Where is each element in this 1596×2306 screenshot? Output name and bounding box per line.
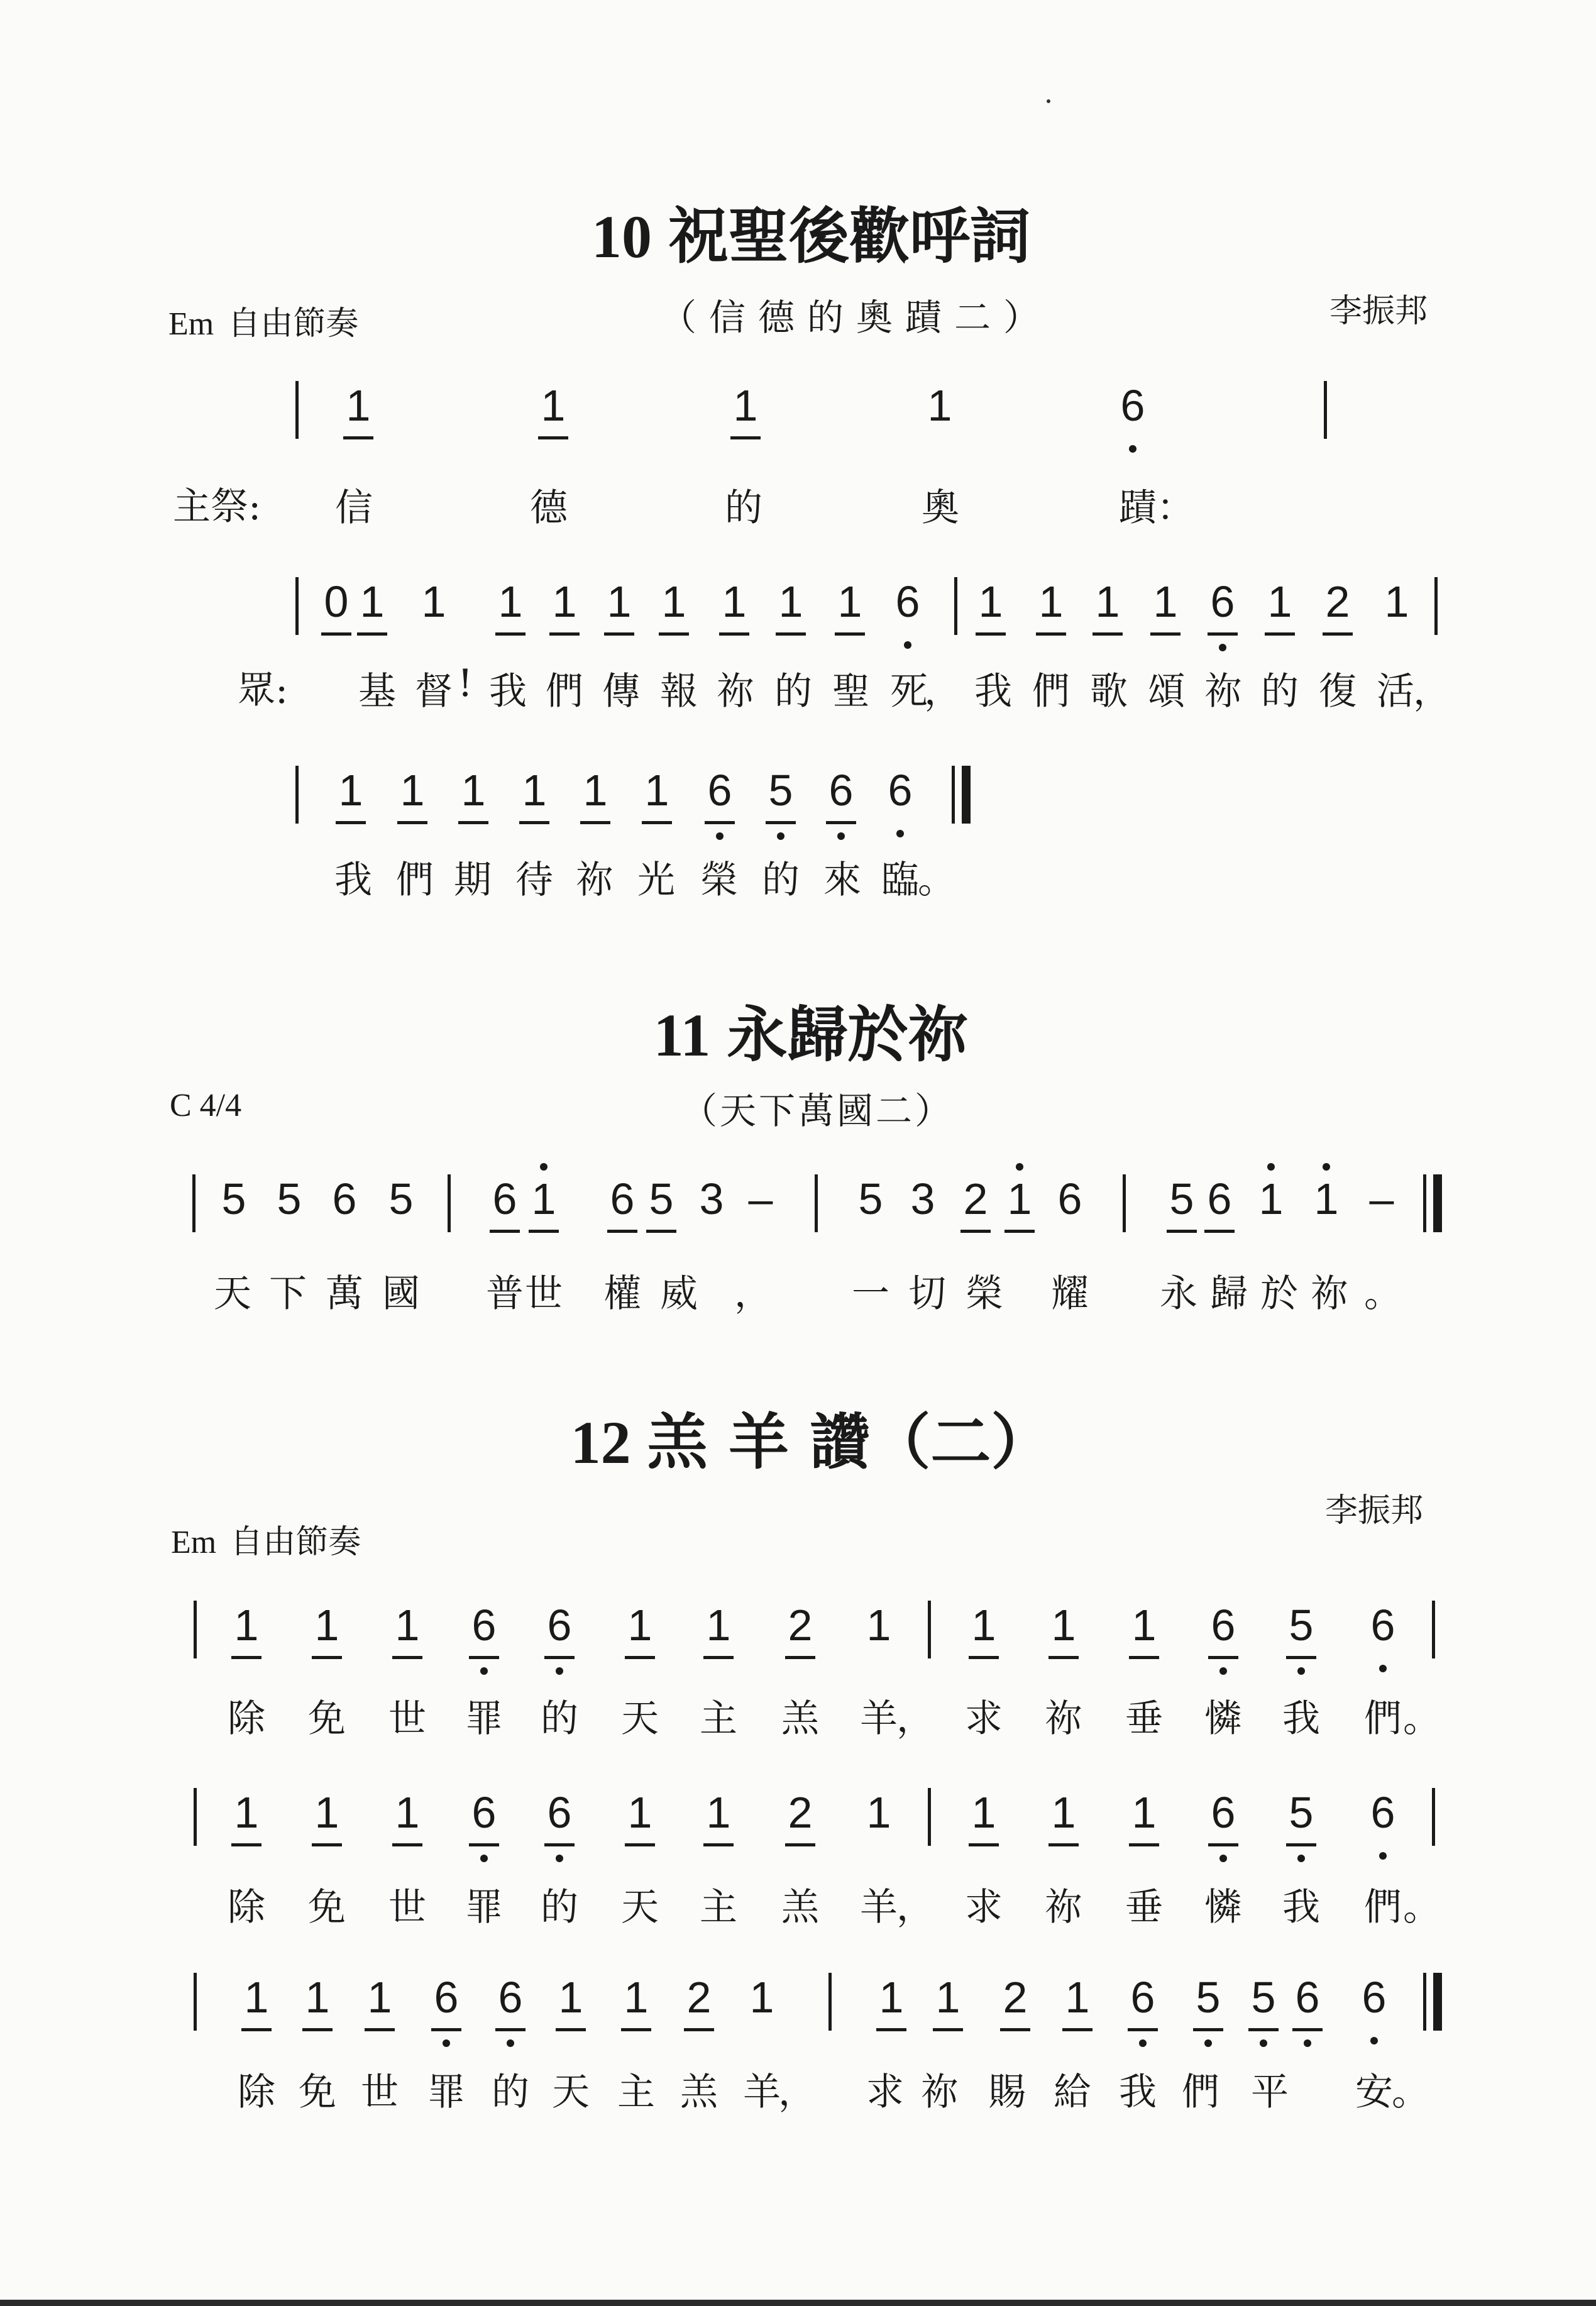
page-speck [1047,99,1050,103]
note: 1 [395,1784,420,1841]
lyric: 的 [541,1697,578,1741]
barline [1123,1174,1126,1232]
lyric: 的 [725,486,762,530]
note: 1 [461,762,486,819]
note: 1 [314,1784,339,1841]
lyric: 羔 [781,1885,819,1929]
lyric: 萬 [326,1272,363,1316]
note: 6 [1370,1784,1395,1841]
lyric: 們 [1182,2070,1219,2114]
note: 2 [788,1597,813,1653]
lyric: ! [457,661,473,705]
note: 1 [749,1973,774,2022]
key-signature [171,1515,361,1562]
lyric: 世 [388,1697,426,1741]
tempo-text: 自由節奏 [228,305,359,343]
lyric: 主 [700,1885,737,1929]
lyric: 除 [228,1697,265,1741]
barline [1432,1788,1435,1846]
note: 6 [434,1969,459,2026]
note: 6 [895,573,920,630]
lyric: 我 [489,670,527,714]
lyric: 待 [515,858,553,902]
lyric: 羊 [860,1697,898,1741]
note: 1 [1258,1171,1284,1227]
tempo-text: 自由節奏 [230,1523,361,1561]
lyric: 除 [238,2070,275,2114]
lyric: 基 [358,670,396,714]
notation-line [0,1969,1596,2070]
note: 1 [627,1784,652,1841]
lyric: 罪 [427,2070,465,2114]
lyric: 我 [1282,1885,1320,1929]
note: 1 [360,573,385,630]
lyric: 祢 [921,2070,959,2114]
barline [815,1174,818,1232]
final-barline [952,766,955,824]
note: 1 [558,1969,583,2026]
note: – [1369,1174,1394,1223]
lyric: 天 [621,1697,659,1741]
lyric: 一 [852,1272,889,1316]
note: 1 [234,1597,259,1653]
note: 6 [610,1171,635,1227]
composer: 李振邦 [1329,292,1428,330]
note: 1 [1153,573,1178,630]
lyric: 德 [530,486,568,530]
note: 1 [1384,577,1409,626]
note: 6 [1211,1597,1236,1653]
note: 1 [367,1969,392,2026]
note: 1 [531,1171,556,1227]
lyric: 權 [603,1272,641,1316]
note: 5 [388,1174,414,1223]
song-title-text: 羔 羊 讚（二） [647,1406,1052,1477]
lyric: 祢 [576,858,614,902]
lyric: ， [896,1697,934,1741]
note: 1 [837,573,862,630]
note: 1 [661,573,686,630]
note: 1 [706,1597,731,1653]
song-title-text: 永歸於祢 [727,999,969,1070]
barline [295,766,299,824]
note: 6 [1120,377,1145,434]
notation-line [0,1171,1596,1271]
note: 1 [522,762,547,819]
note: 1 [541,377,566,434]
lyric: 求 [866,2070,904,2114]
lyric: 們 [396,858,434,902]
lyric: ， [1413,670,1451,714]
note: 1 [866,1601,891,1650]
note: 1 [1051,1784,1076,1841]
lyric: 求 [965,1885,1003,1929]
lyric: 罪 [465,1885,503,1929]
note: 6 [1130,1969,1155,2026]
lyric: 天 [214,1272,251,1316]
note: 6 [1362,1969,1387,2026]
note: 1 [1267,573,1292,630]
note: 1 [624,1969,649,2026]
note: 1 [498,573,523,630]
lyric: 憐 [1204,1697,1242,1741]
notation-line [0,573,1596,674]
lyric: 們 [1364,1697,1402,1741]
note: 1 [927,381,952,430]
lyric: 祢 [1045,1885,1082,1929]
lyric: 羊 [743,2070,781,2114]
lyric: 天 [621,1885,659,1929]
note: 5 [1169,1171,1194,1227]
lyric: ， [778,2070,816,2114]
note: 1 [971,1597,996,1653]
note: 1 [395,1597,420,1653]
note: 1 [1131,1784,1157,1841]
page-bottom-edge [0,2300,1596,2306]
notation-line [0,1597,1596,1697]
note: 1 [1038,573,1064,630]
note: 6 [1210,573,1235,630]
lyric: 祢 [1045,1697,1082,1741]
note: 2 [788,1784,813,1841]
note: 5 [768,762,793,819]
lyric: 歸 [1210,1272,1248,1316]
lyric: 榮 [966,1272,1003,1316]
barline [194,1601,197,1658]
lyric: 活 [1377,670,1414,714]
note: 1 [1007,1171,1032,1227]
note: 3 [699,1174,724,1223]
lyric: 我 [334,858,372,902]
note: 1 [706,1784,731,1841]
role-label: 主祭: [173,485,261,529]
lyric: ， [924,670,962,714]
lyric: 威 [660,1272,698,1316]
barline [1434,577,1438,635]
lyric: 除 [228,1885,265,1929]
note: 6 [1211,1784,1236,1841]
note: 1 [338,762,363,819]
note: 6 [547,1597,572,1653]
barline [448,1174,451,1232]
lyric: 免 [308,1885,346,1929]
note: 6 [1207,1171,1232,1227]
note: 2 [963,1171,988,1227]
key-signature [170,1086,255,1124]
note: 6 [471,1784,497,1841]
note: 1 [778,573,803,630]
key-text: Em [168,306,214,342]
lyric: 我 [974,670,1012,714]
song-title-text: 祝聖後歡呼詞 [668,201,1030,272]
note: 1 [1131,1597,1157,1653]
note: 1 [583,762,608,819]
song-number: 12 [570,1409,631,1476]
note: 1 [305,1969,330,2026]
note: 1 [346,377,371,434]
note: 1 [1065,1969,1090,2026]
lyric: 世 [361,2070,399,2114]
lyric: 。 [1403,1885,1441,1929]
lyric: 平 [1251,2070,1289,2114]
lyric: 的 [1261,670,1299,714]
barline [928,1601,931,1658]
lyric: 奧 [922,486,959,530]
lyric: 永 [1160,1272,1197,1316]
lyric: ， [734,1272,772,1316]
lyric: ， [896,1885,934,1929]
lyric: 的 [774,670,812,714]
lyric: 的 [762,858,800,902]
lyric: 普 [486,1272,524,1316]
note: 1 [244,1969,269,2026]
lyric: 報 [660,670,698,714]
note: 2 [1003,1969,1028,2026]
lyric: 祢 [1204,670,1242,714]
lyric: 來 [823,858,861,902]
barline [192,1174,195,1232]
note: 1 [722,573,747,630]
note: 1 [552,573,577,630]
note: 6 [1057,1174,1082,1223]
lyric: 祢 [1311,1272,1348,1316]
lyric: 。 [1364,1272,1402,1316]
lyric: 。 [1403,1697,1441,1741]
note: – [748,1174,773,1223]
note: 1 [421,577,446,626]
lyric: 憐 [1204,1885,1242,1929]
note: 1 [879,1969,904,2026]
note: 6 [471,1597,497,1653]
note: 5 [858,1174,883,1223]
lyric: 賜 [988,2070,1026,2114]
note: 6 [707,762,732,819]
song-subtitle: （天下萬國二） [680,1090,954,1132]
lyric: 臨 [881,858,919,902]
lyric: 天 [552,2070,590,2114]
note: 6 [888,762,913,819]
note: 5 [1289,1784,1314,1841]
note: 2 [686,1969,712,2026]
lyric: 們 [546,670,583,714]
composer: 李振邦 [1325,1492,1424,1530]
lyric: 的 [541,1885,578,1929]
song-subtitle: （信德的奧蹟二） [659,296,1053,339]
lyric: 世 [388,1885,426,1929]
lyric: 的 [492,2070,529,2114]
lyric: 主 [617,2070,655,2114]
lyric: 國 [382,1272,420,1316]
final-barline [1423,1174,1426,1232]
barline [1432,1601,1435,1658]
note: 1 [978,573,1003,630]
final-barline [1423,1973,1426,2031]
lyric: 羔 [680,2070,718,2114]
note: 5 [649,1171,674,1227]
barline [194,1788,197,1846]
note: 0 [324,573,349,630]
note: 1 [627,1597,652,1653]
lyric: 榮 [700,858,738,902]
lyric: 頌 [1148,670,1186,714]
lyric: 垂 [1125,1697,1163,1741]
barline [928,1788,931,1846]
song-title [654,987,969,1073]
lyric: 期 [454,858,492,902]
note: 2 [1325,573,1350,630]
barline [194,1973,197,2031]
note: 6 [492,1171,517,1227]
note: 1 [1314,1171,1339,1227]
lyric: 歌 [1090,670,1128,714]
note: 1 [644,762,669,819]
barline [828,1973,832,2031]
lyric: 世 [525,1272,563,1316]
key-text: C 4/4 [170,1088,242,1123]
note: 5 [1251,1969,1276,2026]
song-title [592,189,1030,275]
barline [295,381,299,439]
lyric: 羔 [781,1697,819,1741]
note: 5 [1289,1597,1314,1653]
note: 1 [234,1784,259,1841]
note: 6 [547,1784,572,1841]
lyric: 求 [965,1697,1003,1741]
key-signature [168,297,358,344]
barline [295,577,299,635]
lyric: 督 [415,670,453,714]
note: 1 [935,1969,960,2026]
notation-line [0,377,1596,478]
note: 1 [607,573,632,630]
lyric: 蹟： [1119,486,1194,530]
lyric: 。 [918,858,955,902]
lyric: 信 [335,486,373,530]
lyric: 給 [1054,2070,1091,2114]
note: 3 [910,1174,935,1223]
lyric: 傳 [602,670,640,714]
lyric: 免 [299,2070,336,2114]
lyric: 死 [890,670,928,714]
note: 6 [498,1969,523,2026]
lyric: 我 [1282,1697,1320,1741]
note: 1 [314,1597,339,1653]
role-label: 眾: [238,668,289,712]
lyric: 祢 [717,670,754,714]
lyric: 復 [1319,670,1357,714]
note: 5 [221,1174,246,1223]
song-number: 11 [653,1001,711,1069]
lyric: 我 [1119,2070,1157,2114]
song-number: 10 [592,203,652,270]
note: 1 [733,377,758,434]
barline [954,577,957,635]
lyric: 耀 [1051,1272,1089,1316]
note: 6 [1295,1969,1320,2026]
lyric: 。 [1392,2070,1429,2114]
note: 6 [1370,1597,1395,1653]
song-title [571,1394,1052,1481]
lyric: 下 [269,1272,307,1316]
notation-line [0,1784,1596,1885]
lyric: 切 [908,1272,946,1316]
lyric: 羊 [860,1885,898,1929]
lyric: 免 [308,1697,346,1741]
note: 1 [400,762,425,819]
note: 5 [277,1174,302,1223]
note: 1 [971,1784,996,1841]
note: 5 [1196,1969,1221,2026]
key-text: Em [171,1525,217,1560]
lyric: 光 [637,858,675,902]
note: 1 [1051,1597,1076,1653]
note: 6 [332,1174,357,1223]
lyric: 們 [1364,1885,1402,1929]
lyric: 們 [1032,670,1070,714]
lyric: 罪 [465,1697,503,1741]
note: 6 [828,762,854,819]
barline [1324,381,1327,439]
note: 1 [866,1788,891,1837]
lyric: 於 [1260,1272,1298,1316]
lyric: 聖 [832,670,870,714]
lyric: 主 [700,1697,737,1741]
lyric: 安 [1355,2070,1393,2114]
notation-line [0,762,1596,863]
lyric: 垂 [1125,1885,1163,1929]
note: 1 [1095,573,1120,630]
